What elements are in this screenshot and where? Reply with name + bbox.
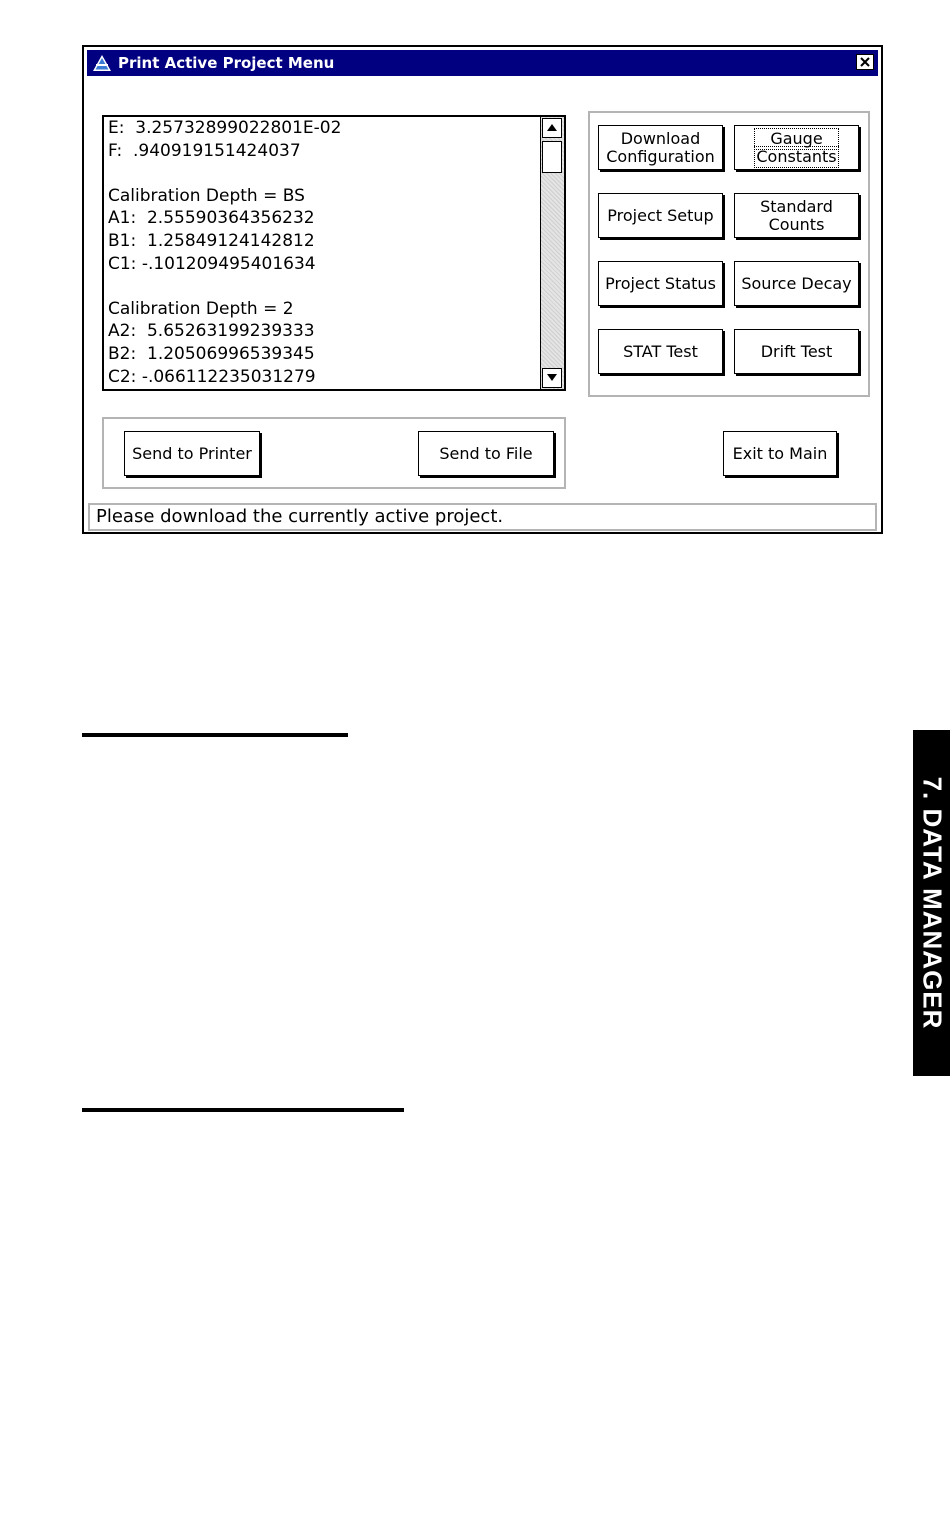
- arrow-down-icon: [547, 374, 557, 381]
- gauge-constants-listbox[interactable]: [102, 115, 566, 391]
- chapter-side-tab: [913, 730, 950, 1076]
- download-configuration-button[interactable]: [598, 125, 723, 170]
- download-configuration-line2: Configuration: [606, 146, 715, 166]
- app-triangle-icon: [92, 54, 112, 72]
- list-line: [108, 275, 540, 298]
- status-bar: [88, 503, 877, 531]
- section-rule-2: [82, 1108, 404, 1112]
- gauge-constants-line2: Constants: [756, 146, 837, 166]
- source-decay-button[interactable]: [734, 261, 859, 306]
- project-setup-button[interactable]: [598, 193, 723, 238]
- section-rule-1: [82, 733, 348, 737]
- scroll-thumb[interactable]: [542, 141, 562, 173]
- scroll-down-button[interactable]: [542, 368, 562, 388]
- list-line: Calibration Depth = 2: [108, 298, 294, 319]
- project-status-label: Project Status: [605, 273, 716, 293]
- standard-counts-button[interactable]: [734, 193, 859, 238]
- standard-counts-line2: Counts: [768, 214, 825, 234]
- listbox-lines: [108, 117, 540, 388]
- window-title: Print Active Project Menu: [118, 54, 335, 72]
- chapter-side-tab-label: 7. DATA MANAGER: [917, 776, 947, 1030]
- exit-to-main-button[interactable]: [723, 431, 837, 476]
- list-line: B1: 1.25849124142812: [108, 230, 315, 251]
- vertical-scrollbar[interactable]: [540, 117, 564, 389]
- send-to-printer-label: Send to Printer: [132, 443, 252, 463]
- send-to-file-button[interactable]: [418, 431, 554, 476]
- list-line: B2: 1.20506996539345: [108, 343, 315, 364]
- list-line: F: .940919151424037: [108, 140, 301, 161]
- drift-test-label: Drift Test: [760, 341, 833, 361]
- gauge-constants-button[interactable]: [734, 125, 859, 170]
- list-line: C2: -.066112235031279: [108, 366, 316, 387]
- project-status-button[interactable]: [598, 261, 723, 306]
- scroll-up-button[interactable]: [542, 118, 562, 138]
- drift-test-button[interactable]: [734, 329, 859, 374]
- gauge-constants-line1: Gauge: [756, 130, 836, 148]
- stat-test-button[interactable]: [598, 329, 723, 374]
- download-configuration-line1: Download: [620, 128, 701, 148]
- list-line: A2: 5.65263199239333: [108, 321, 315, 342]
- send-to-printer-button[interactable]: [124, 431, 260, 476]
- close-button[interactable]: [856, 54, 874, 70]
- list-line: E: 3.25732899022801E-02: [108, 118, 342, 138]
- exit-to-main-label: Exit to Main: [732, 443, 828, 463]
- stat-test-label: STAT Test: [623, 341, 698, 361]
- title-bar: [87, 50, 878, 76]
- close-icon: [860, 57, 870, 67]
- source-decay-label: Source Decay: [741, 273, 852, 293]
- send-to-file-label: Send to File: [439, 443, 533, 463]
- list-line: [108, 162, 540, 185]
- arrow-up-icon: [547, 124, 557, 131]
- standard-counts-line1: Standard: [760, 196, 833, 216]
- list-line: A1: 2.55590364356232: [108, 208, 315, 229]
- list-line: Calibration Depth = BS: [108, 185, 305, 206]
- print-active-project-window: [82, 45, 883, 534]
- project-setup-label: Project Setup: [607, 205, 714, 225]
- list-line: C1: -.101209495401634: [108, 253, 316, 274]
- status-text: Please download the currently active project.: [96, 506, 504, 527]
